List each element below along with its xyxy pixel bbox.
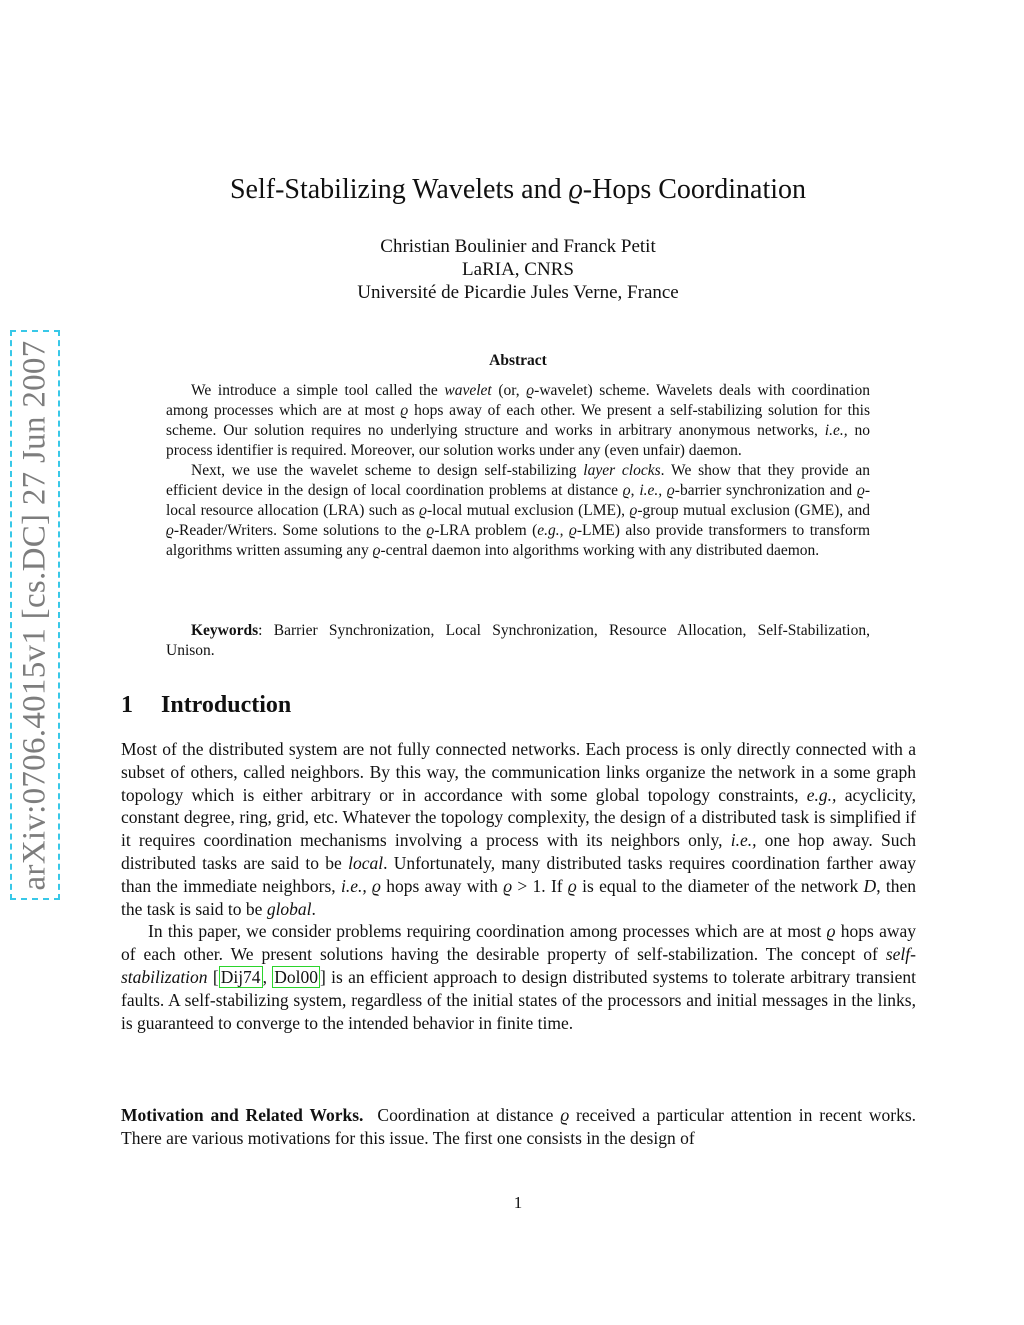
section-title: Introduction [161, 692, 292, 718]
abstract-paragraph-1: We introduce a simple tool called the wavelet (or, ϱ-wavelet) scheme. Wavelets deals with coordination among processes which are at most ϱ hops away of each other. We present a self-stabilizing solution for this scheme. Our solution requires no underlying structure and works in arbitrary anonymous networks, i.e., no process identifier is required. Moreover, our solution works under any (even unfair) daemon. [166, 382, 870, 459]
author-block [0, 235, 1024, 304]
arxiv-identifier-stamp [10, 330, 60, 900]
section-number: 1 [121, 692, 133, 718]
arxiv-identifier-text: arXiv:0706.4015v1 [cs.DC] 27 Jun 2007 [16, 339, 53, 891]
abstract-body [166, 381, 870, 561]
abstract-paragraph-2: Next, we use the wavelet scheme to design self-stabilizing layer clocks. We show that they provide an efficient device in the design of local coordination problems at distance ϱ, i.e., ϱ-barrier synchronization and ϱ-local resource allocation (LRA) such as ϱ-local mutual exclusion (LME), ϱ-group mutual exclusion (GME), and ϱ-Reader/Writers. Some solutions to the ϱ-LRA problem (e.g., ϱ-LME) also provide transformers to transform algorithms written assuming any ϱ-central daemon into algorithms working with any distributed daemon. [166, 462, 871, 559]
author-lab: LaRIA, CNRS [462, 259, 574, 280]
citation-link-dij74[interactable]: Dij74 [220, 966, 261, 987]
keywords-text: : Barrier Synchronization, Local Synchronization, Resource Allocation, Self-Stabilization, Unison. [166, 622, 870, 659]
intro-paragraph-1: Most of the distributed system are not fully connected networks. Each process is only directly connected with a subset of others, called neighbors. By this way, the communication links organize the network in a some graph topology which is either arbitrary or in accordance with some global topology constraints, e.g., acyclicity, constant degree, ring, grid, etc. Whatever the topology complexity, the design of a distributed task is simplified if it requires coordination mechanisms involving a process with its neighbors only, i.e., one hop away. Such distributed tasks are said to be local. Unfortunately, many distributed tasks requires coordination farther away than the immediate neighbors, i.e., ϱ hops away with ϱ > 1. If ϱ is equal to the diameter of the network D, then the task is said to be global. [121, 739, 916, 919]
section-heading-introduction [121, 692, 291, 719]
introduction-body [121, 738, 916, 1034]
keywords [166, 621, 870, 661]
abstract-heading: Abstract [489, 352, 547, 369]
author-university: Université de Picardie Jules Verne, France [357, 282, 679, 303]
author-names: Christian Boulinier and Franck Petit [380, 236, 656, 257]
citation-link-dol00[interactable]: Dol00 [274, 966, 318, 987]
motivation-paragraph: Motivation and Related Works. Coordination at distance ϱ received a particular attention in recent works. There are various motivations for this issue. The first one consists in the design of [121, 1105, 917, 1148]
intro-paragraph-2: In this paper, we consider problems requiring coordination among processes which are at most ϱ hops away of each other. We present solutions having the desirable property of self-stabilization. The concept of self-stabilization [ Dij74 , Dol00 ] is an efficient approach to design distributed systems to tolerate arbitrary transient faults. A self-stabilizing system, regardless of the initial states of the processors and initial messages in the links, is guaranteed to converge to the intended behavior in finite time. [121, 921, 917, 1033]
page-number: 1 [513, 1193, 523, 1212]
paper-title: Self-Stabilizing Wavelets and ϱ-Hops Coordination [229, 174, 807, 205]
keywords-label: Keywords [191, 622, 259, 639]
motivation-heading: Motivation and Related Works. [121, 1105, 364, 1125]
